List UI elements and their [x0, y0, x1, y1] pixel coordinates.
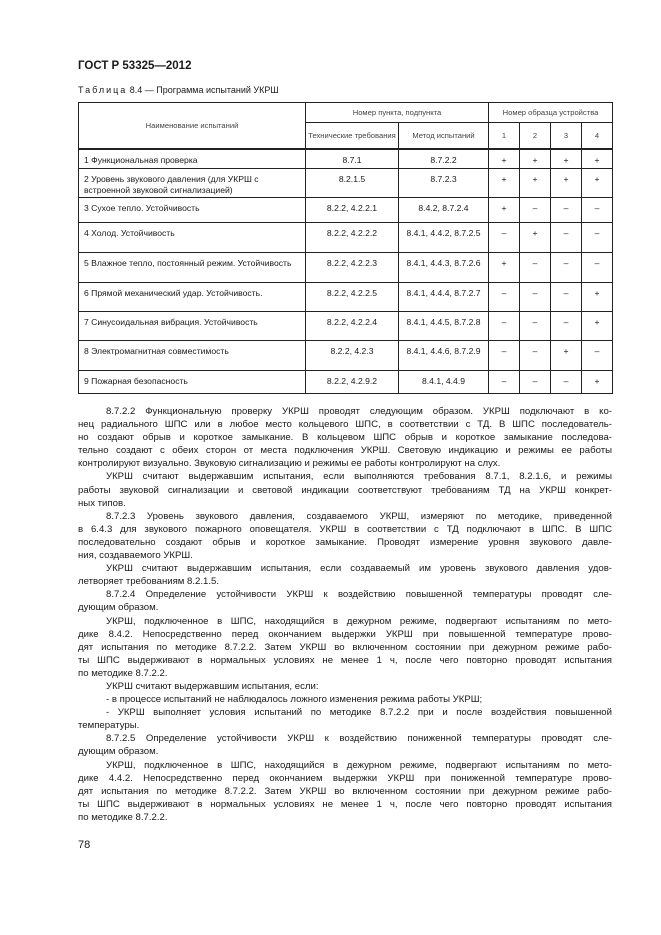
test-method-cell: 8.4.1, 4.4.4, 8.7.2.7 [399, 283, 489, 312]
paragraph [78, 693, 612, 706]
text-line: дике 4.4.2. Непосредственно перед окончанием выдержки УКРШ при пониженной температуре прово- [78, 772, 612, 784]
sample-mark-cell: – [551, 312, 582, 341]
col-header-tech: Технические требования [306, 123, 399, 149]
col-header-sample: 3 [551, 123, 582, 149]
tech-requirement-cell: 8.2.2, 4.2.2.3 [306, 253, 399, 283]
text-line: - УКРШ выполняет условия испытаний по методике 8.7.2.2 при и после воздействия повышенной [106, 707, 612, 719]
table-row [79, 312, 613, 341]
text-line: УКРШ, подключенное в ШПС, находящийся в дежурном режиме, подвергают испытаниям по мето- [106, 759, 612, 771]
sample-mark-cell: – [520, 341, 551, 371]
sample-mark-cell: – [582, 253, 613, 283]
text-line: последовательно создают обрыв и короткое замыкание. Проводят измерение уровня звукового давле- [78, 536, 612, 548]
sample-mark-cell: + [520, 149, 551, 169]
text-line: по методике 8.7.2.2. [78, 667, 168, 679]
text-line: 8.7.2.2 Функциональную проверку УКРШ проводят следующим образом. УКРШ подключают в ко- [106, 406, 612, 417]
table-caption [78, 85, 279, 95]
col-header-sample: 1 [489, 123, 520, 149]
col-header-method: Метод испытаний [399, 123, 489, 149]
text-line: нец радиального ШПС или в любое место кольцевого ШПС, в соответствии с ТД. В ШПС последователь- [78, 419, 612, 431]
sample-mark-cell: – [489, 283, 520, 312]
test-method-cell: 8.4.2, 8.7.2.4 [399, 198, 489, 223]
sample-mark-cell: – [582, 198, 613, 223]
text-line: ния, создаваемого УКРШ. [78, 550, 193, 562]
table-row [79, 253, 613, 283]
test-program-table [78, 102, 613, 394]
table-row [79, 341, 613, 371]
paragraph [78, 588, 612, 614]
col-header-sample: 4 [582, 123, 613, 149]
test-name-cell: 7 Синусоидальная вибрация. Устойчивость [79, 312, 306, 341]
sample-mark-cell: – [520, 371, 551, 394]
paragraph [78, 759, 612, 824]
text-line: контролируют визуально. Звуковую сигнализацию и режимы ее работы контролируют на слух. [78, 458, 501, 470]
sample-mark-cell: – [551, 283, 582, 312]
test-name-cell: 2 Уровень звукового давления (для УКРШ с встроенной звуковой сигнализацией) [79, 169, 306, 198]
text-line: работы звуковой сигнализации и световой индикации соответствуют требованиям ТД на УКРШ конкрет- [78, 484, 612, 496]
col-group-clause: Номер пункта, подпункта [306, 103, 489, 123]
col-header-sample: 2 [520, 123, 551, 149]
table-row [79, 371, 613, 394]
text-line: ных типов. [78, 497, 126, 509]
col-group-sample: Номер образца устройства [489, 103, 613, 123]
page-number: 78 [78, 839, 91, 851]
text-line: температуры. [78, 720, 140, 732]
paragraph [78, 615, 612, 680]
sample-mark-cell: – [489, 223, 520, 253]
paragraph [78, 680, 612, 693]
text-line: УКРШ считают выдержавшим испытания, если создаваемый им уровень звукового давления удов- [106, 563, 612, 575]
sample-mark-cell: – [551, 223, 582, 253]
text-line: ты ШПС выдерживают в нормальных условиях не менее 1 ч, после чего повторно проводят испытания [78, 798, 612, 810]
text-line: но создают обрыв и короткое замыкание. В кольцевом ШПС обрыв и короткое замыкание последова- [78, 432, 612, 444]
test-method-cell: 8.4.1, 4.4.2, 8.7.2.5 [399, 223, 489, 253]
table-row [79, 169, 613, 198]
text-line: 8.7.2.5 Определение устойчивости УКРШ к воздействию пониженной температуры проводят сле- [106, 733, 612, 745]
sample-mark-cell: + [551, 341, 582, 371]
tech-requirement-cell: 8.2.2, 4.2.2.2 [306, 223, 399, 253]
sample-mark-cell: – [520, 312, 551, 341]
test-name-cell: 9 Пожарная безопасность [79, 371, 306, 394]
sample-mark-cell: – [551, 371, 582, 394]
col-header-name: Наименование испытаний [79, 103, 306, 149]
sample-mark-cell: + [551, 149, 582, 169]
paragraph [78, 510, 612, 562]
tech-requirement-cell: 8.2.2, 4.2.2.4 [306, 312, 399, 341]
sample-mark-cell: – [582, 223, 613, 253]
test-name-cell: 3 Сухое тепло. Устойчивость [79, 198, 306, 223]
test-method-cell: 8.4.1, 4.4.5, 8.7.2.8 [399, 312, 489, 341]
text-line: тельно создают с обеих сторон от места подключения УКРШ. Световую индикацию и режимы ее работы [78, 445, 612, 457]
tech-requirement-cell: 8.2.2, 4.2.3 [306, 341, 399, 371]
text-line: УКРШ считают выдержавшим испытания, если выполняются требования 8.7.1, 8.2.1.6, и режимы [106, 471, 612, 483]
tech-requirement-cell: 8.7.1 [306, 149, 399, 169]
test-method-cell: 8.4.1, 4.4.6, 8.7.2.9 [399, 341, 489, 371]
sample-mark-cell: – [520, 253, 551, 283]
text-line: дующим образом. [78, 746, 159, 758]
text-line: УКРШ считают выдержавшим испытания, если: [106, 680, 319, 692]
table-row [79, 149, 613, 169]
sample-mark-cell: + [520, 169, 551, 198]
sample-mark-cell: – [489, 371, 520, 394]
sample-mark-cell: – [582, 341, 613, 371]
sample-mark-cell: + [582, 312, 613, 341]
sample-mark-cell: – [551, 198, 582, 223]
tech-requirement-cell: 8.2.1.5 [306, 169, 399, 198]
test-name-cell: 1 Функциональная проверка [79, 149, 306, 169]
sample-mark-cell: – [520, 283, 551, 312]
paragraph [78, 470, 612, 509]
text-line: дике 8.4.2. Непосредственно перед окончанием выдержки УКРШ при повышенной температуре прово- [78, 628, 612, 640]
test-method-cell: 8.4.1, 4.4.3, 8.7.2.6 [399, 253, 489, 283]
table-row [79, 198, 613, 223]
test-method-cell: 8.4.1, 4.4.9 [399, 371, 489, 394]
test-name-cell: 8 Электромагнитная совместимость [79, 341, 306, 371]
text-line: ты ШПС выдерживают в нормальных условиях не менее 1 ч, после чего повторно проводят испытания [78, 654, 612, 666]
sample-mark-cell: + [489, 169, 520, 198]
text-line: в 6.4.3 для звукового пожарного оповещателя. УКРШ в соответствии с ТД подключают в ШПС. В ШПС [78, 523, 612, 535]
text-line: УКРШ, подключенное в ШПС, находящийся в дежурном режиме, подвергают испытаниям по мето- [106, 615, 612, 627]
text-line: по методике 8.7.2.2. [78, 811, 168, 823]
sample-mark-cell: + [582, 149, 613, 169]
sample-mark-cell: + [582, 371, 613, 394]
sample-mark-cell: – [520, 198, 551, 223]
test-method-cell: 8.7.2.2 [399, 149, 489, 169]
standard-header: ГОСТ Р 53325—2012 [78, 60, 192, 72]
table-caption-text: 8.4 — Программа испытаний УКРШ [127, 85, 279, 95]
sample-mark-cell: + [520, 223, 551, 253]
text-line: дующим образом. [78, 602, 159, 614]
sample-mark-cell: + [489, 198, 520, 223]
sample-mark-cell: + [551, 169, 582, 198]
text-line: 8.7.2.3 Уровень звукового давления, создаваемого УКРШ, измеряют по методике, приведенной [106, 510, 612, 522]
tech-requirement-cell: 8.2.2, 4.2.2.5 [306, 283, 399, 312]
sample-mark-cell: + [489, 253, 520, 283]
text-line: дят испытания по методике 8.7.2.2. Затем УКРШ во включенном состоянии при дежурном режиме рабо- [78, 641, 612, 653]
table-caption-label: Таблица [78, 85, 128, 95]
tech-requirement-cell: 8.2.2, 4.2.2.1 [306, 198, 399, 223]
sample-mark-cell: + [489, 149, 520, 169]
body-text [78, 405, 612, 824]
paragraph [78, 562, 612, 588]
sample-mark-cell: + [582, 283, 613, 312]
table-row [79, 223, 613, 253]
paragraph [78, 706, 612, 732]
sample-mark-cell: – [489, 312, 520, 341]
sample-mark-cell: – [551, 253, 582, 283]
text-line: 8.7.2.4 Определение устойчивости УКРШ к воздействию повышенной температуры проводят сле- [106, 589, 612, 601]
table-row [79, 283, 613, 312]
text-line: летворяет требованиям 8.2.1.5. [78, 576, 220, 588]
paragraph [78, 732, 612, 758]
test-name-cell: 4 Холод. Устойчивость [79, 223, 306, 253]
test-method-cell: 8.7.2.3 [399, 169, 489, 198]
paragraph [78, 405, 612, 470]
text-line: - в процессе испытаний не наблюдалось ложного изменения режима работы УКРШ; [106, 694, 483, 706]
sample-mark-cell: + [582, 169, 613, 198]
tech-requirement-cell: 8.2.2, 4.2.9.2 [306, 371, 399, 394]
sample-mark-cell: – [489, 341, 520, 371]
test-name-cell: 6 Прямой механический удар. Устойчивость. [79, 283, 306, 312]
text-line: дят испытания по методике 8.7.2.2. Затем УКРШ во включенном состоянии при дежурном режиме рабо- [78, 785, 612, 797]
test-name-cell: 5 Влажное тепло, постоянный режим. Устойчивость [79, 253, 306, 283]
